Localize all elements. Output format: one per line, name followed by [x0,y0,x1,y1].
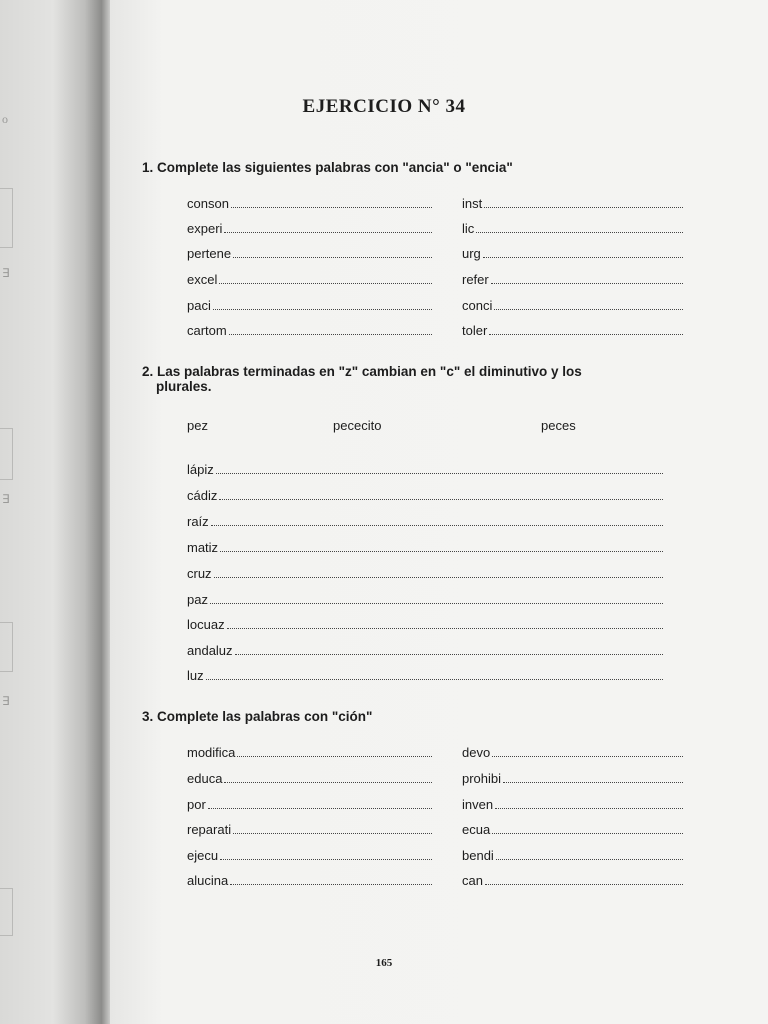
blank-line[interactable] [492,833,683,834]
blank-line[interactable] [476,232,683,233]
word: andaluz [187,643,233,658]
word-row [187,794,683,812]
blank-line[interactable] [210,603,663,604]
blank-line[interactable] [208,808,432,809]
edge-glyph: o [2,112,8,126]
word: matiz [187,540,219,555]
blank-line[interactable] [483,257,683,258]
blank-line[interactable] [492,756,683,757]
blank-line[interactable] [229,334,432,335]
word-stem: conci [462,298,493,313]
word: cádiz [187,488,218,503]
example-diminutive: pececito [333,418,382,433]
example-plural: peces [541,418,576,433]
word-row [187,218,683,236]
section-2-heading [142,364,582,394]
word-row [187,269,683,287]
word: luz [187,668,204,683]
blank-line[interactable] [484,207,683,208]
word-stem: can [462,873,483,888]
section-2-heading-line-1: 2. Las palabras terminadas en "z" cambian en "c" el diminutivo y los [142,364,582,379]
word: raíz [187,514,209,529]
blank-line[interactable] [233,257,432,258]
edge-box [0,888,13,936]
blank-line[interactable] [496,859,683,860]
section-1-heading: 1. Complete las siguientes palabras con "ancia" o "encia" [142,160,513,175]
word-stem: devo [462,745,491,760]
book-spine-shadow [0,0,118,1024]
word-stem: lic [462,221,475,236]
blank-line[interactable] [206,679,663,680]
word-row [187,459,663,477]
edge-glyph: ∃ [2,492,10,506]
word-stem: prohibi [462,771,502,786]
edge-glyph: ∃ [2,266,10,280]
word-row [187,614,663,632]
edge-glyph: ∃ [2,694,10,708]
word-stem: modifica [187,745,236,760]
word-stem: ejecu [187,848,219,863]
word-row [187,870,683,888]
section-2-heading-line-2: plurales. [156,379,212,394]
blank-line[interactable] [213,309,432,310]
word: locuaz [187,617,225,632]
word-stem: toler [462,323,488,338]
word-row [187,193,683,211]
word-row [187,640,663,658]
blank-line[interactable] [220,859,432,860]
exercise-title: EJERCICIO N° 34 [302,96,466,117]
edge-box [0,428,13,480]
word: lápiz [187,462,214,477]
word-stem: bendi [462,848,494,863]
blank-line[interactable] [485,884,683,885]
blank-line[interactable] [224,232,432,233]
word-stem: inst [462,196,483,211]
blank-line[interactable] [216,473,663,474]
word-stem: pertene [187,246,232,261]
word-row [187,845,683,863]
blank-line[interactable] [494,309,683,310]
blank-line[interactable] [211,525,663,526]
word: cruz [187,566,212,581]
word-row [187,768,683,786]
blank-line[interactable] [235,654,663,655]
blank-line[interactable] [219,283,432,284]
word-stem: experi [187,221,223,236]
blank-line[interactable] [220,551,663,552]
word-row [187,589,663,607]
blank-line[interactable] [489,334,683,335]
word-row [187,563,663,581]
blank-line[interactable] [224,782,432,783]
word-row [187,485,663,503]
word-stem: por [187,797,206,812]
word-row [187,511,663,529]
word-row [187,665,663,683]
word-row [187,320,683,338]
edge-box [0,622,13,672]
blank-line[interactable] [233,833,432,834]
word-stem: urg [462,246,481,261]
word-stem: alucina [187,873,229,888]
blank-line[interactable] [214,577,663,578]
word-stem: paci [187,298,211,313]
blank-line[interactable] [227,628,663,629]
word-stem: excel [187,272,218,287]
word-row [187,243,683,261]
word: paz [187,592,208,607]
word-stem: educa [187,771,223,786]
word-stem: refer [462,272,489,287]
word-stem: inven [462,797,494,812]
blank-line[interactable] [495,808,683,809]
blank-line[interactable] [491,283,683,284]
example-word: pez [187,418,208,433]
word-row [187,295,683,313]
word-row [187,742,683,760]
word-stem: reparati [187,822,232,837]
page-number: 165 [375,957,393,969]
word-row [187,819,683,837]
edge-box [0,188,13,248]
word-row [187,537,663,555]
blank-line[interactable] [230,884,432,885]
blank-line[interactable] [503,782,683,783]
blank-line[interactable] [237,756,432,757]
word-stem: conson [187,196,229,211]
blank-line[interactable] [219,499,663,500]
word-stem: cartom [187,323,227,338]
word-stem: ecua [462,822,491,837]
blank-line[interactable] [231,207,432,208]
section-3-heading: 3. Complete las palabras con "ción" [142,709,373,724]
